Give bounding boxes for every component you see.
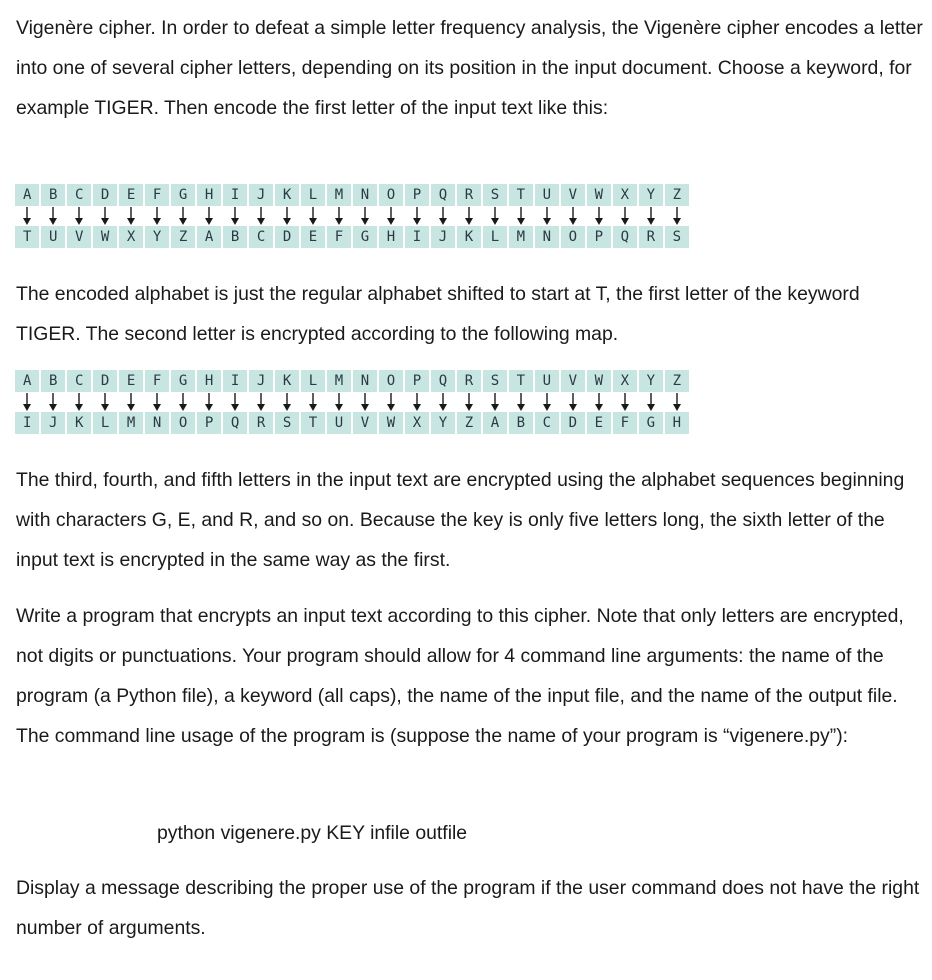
cipher-letter: A bbox=[483, 412, 507, 434]
plain-letter: N bbox=[353, 370, 377, 392]
cipher-letter: W bbox=[379, 412, 403, 434]
down-arrow-icon bbox=[535, 392, 559, 412]
down-arrow-icon bbox=[249, 206, 273, 226]
plain-letter: H bbox=[197, 370, 221, 392]
cipher-letter: G bbox=[639, 412, 663, 434]
plain-letter: G bbox=[171, 184, 195, 206]
down-arrow-icon bbox=[223, 206, 247, 226]
down-arrow-icon bbox=[119, 392, 143, 412]
cipher-alphabet-row bbox=[15, 412, 691, 434]
plain-letter: P bbox=[405, 184, 429, 206]
down-arrow-icon bbox=[15, 392, 39, 412]
cipher-letter: D bbox=[275, 226, 299, 248]
down-arrow-icon bbox=[379, 392, 403, 412]
plain-letter: I bbox=[223, 370, 247, 392]
down-arrow-icon bbox=[275, 392, 299, 412]
cipher-letter: L bbox=[483, 226, 507, 248]
down-arrow-icon bbox=[93, 392, 117, 412]
plain-letter: A bbox=[15, 370, 39, 392]
alphabet-map-t bbox=[15, 184, 691, 248]
plain-letter: J bbox=[249, 370, 273, 392]
cipher-letter: K bbox=[457, 226, 481, 248]
encoded-alphabet-paragraph: The encoded alphabet is just the regular alphabet shifted to start at T, the first letter of the keyword TIGER. The second letter is encrypted according to the following map. bbox=[16, 283, 860, 345]
cipher-letter: F bbox=[613, 412, 637, 434]
plain-letter: H bbox=[197, 184, 221, 206]
cipher-letter: O bbox=[561, 226, 585, 248]
error-message-paragraph: Display a message describing the proper use of the program if the user command does not have the right number of arguments. bbox=[16, 877, 920, 939]
cipher-letter: I bbox=[15, 412, 39, 434]
plain-letter: Z bbox=[665, 184, 689, 206]
cipher-letter: S bbox=[665, 226, 689, 248]
cipher-letter: B bbox=[223, 226, 247, 248]
cipher-letter: N bbox=[535, 226, 559, 248]
plain-letter: D bbox=[93, 184, 117, 206]
plain-letter: A bbox=[15, 184, 39, 206]
plain-letter: C bbox=[67, 370, 91, 392]
cipher-letter: H bbox=[379, 226, 403, 248]
down-arrow-icon bbox=[561, 392, 585, 412]
down-arrow-icon bbox=[639, 392, 663, 412]
plain-letter: B bbox=[41, 370, 65, 392]
plain-letter: K bbox=[275, 184, 299, 206]
alphabet-map-i bbox=[15, 370, 691, 434]
plain-letter: J bbox=[249, 184, 273, 206]
plain-letter: Q bbox=[431, 184, 455, 206]
cipher-letter: J bbox=[41, 412, 65, 434]
cipher-letter: W bbox=[93, 226, 117, 248]
cipher-letter: E bbox=[301, 226, 325, 248]
plain-letter: T bbox=[509, 370, 533, 392]
plain-letter: U bbox=[535, 370, 559, 392]
down-arrow-icon bbox=[327, 206, 351, 226]
plain-letter: F bbox=[145, 184, 169, 206]
cipher-letter: F bbox=[327, 226, 351, 248]
usage-command: python vigenere.py KEY infile outfile bbox=[157, 822, 468, 844]
plain-letter: V bbox=[561, 370, 585, 392]
plain-letter: L bbox=[301, 184, 325, 206]
cipher-letter: U bbox=[327, 412, 351, 434]
cipher-letter: I bbox=[405, 226, 429, 248]
down-arrow-icon bbox=[379, 206, 403, 226]
cipher-letter: M bbox=[119, 412, 143, 434]
plain-letter: T bbox=[509, 184, 533, 206]
down-arrow-icon bbox=[171, 206, 195, 226]
plain-letter: S bbox=[483, 184, 507, 206]
down-arrow-icon bbox=[561, 206, 585, 226]
plain-letter: I bbox=[223, 184, 247, 206]
cipher-letter: U bbox=[41, 226, 65, 248]
plain-letter: M bbox=[327, 370, 351, 392]
cipher-letter: R bbox=[639, 226, 663, 248]
plain-letter: K bbox=[275, 370, 299, 392]
plain-alphabet-row bbox=[15, 370, 691, 392]
plain-letter: S bbox=[483, 370, 507, 392]
plain-letter: L bbox=[301, 370, 325, 392]
down-arrow-icon bbox=[119, 206, 143, 226]
plain-letter: Y bbox=[639, 370, 663, 392]
down-arrow-icon bbox=[587, 206, 611, 226]
plain-letter: Z bbox=[665, 370, 689, 392]
down-arrow-icon bbox=[457, 206, 481, 226]
cipher-letter: E bbox=[587, 412, 611, 434]
down-arrow-icon bbox=[93, 206, 117, 226]
cipher-letter: S bbox=[275, 412, 299, 434]
cipher-letter: Y bbox=[145, 226, 169, 248]
down-arrow-icon bbox=[41, 206, 65, 226]
down-arrow-icon bbox=[145, 392, 169, 412]
down-arrow-icon bbox=[301, 392, 325, 412]
down-arrow-icon bbox=[145, 206, 169, 226]
plain-letter: P bbox=[405, 370, 429, 392]
cipher-letter: Z bbox=[457, 412, 481, 434]
cipher-letter: V bbox=[353, 412, 377, 434]
down-arrow-icon bbox=[223, 392, 247, 412]
plain-letter: V bbox=[561, 184, 585, 206]
down-arrow-icon bbox=[613, 392, 637, 412]
plain-letter: G bbox=[171, 370, 195, 392]
subsequent-letters-paragraph: The third, fourth, and fifth letters in the input text are encrypted using the alphabet sequences beginning with characters G, E, and R, and so on. Because the key is only five letters long, the sixth letter of the input text is encrypted in the same way as the first. bbox=[16, 469, 905, 571]
down-arrow-icon bbox=[275, 206, 299, 226]
cipher-letter: D bbox=[561, 412, 585, 434]
down-arrow-icon bbox=[249, 392, 273, 412]
cipher-letter: T bbox=[15, 226, 39, 248]
plain-letter: Q bbox=[431, 370, 455, 392]
plain-letter: X bbox=[613, 184, 637, 206]
cipher-letter: C bbox=[249, 226, 273, 248]
down-arrow-icon bbox=[483, 392, 507, 412]
down-arrow-icon bbox=[405, 392, 429, 412]
cipher-letter: O bbox=[171, 412, 195, 434]
arrow-row bbox=[15, 392, 691, 412]
plain-letter: W bbox=[587, 184, 611, 206]
intro-paragraph: Vigenère cipher. In order to defeat a simple letter frequency analysis, the Vigenère cipher encodes a letter into one of several cipher letters, depending on its position in the input document. Choose a keyword, for example TIGER. Then encode the first letter of the input text like this: bbox=[16, 17, 923, 119]
down-arrow-icon bbox=[15, 206, 39, 226]
down-arrow-icon bbox=[431, 392, 455, 412]
cipher-letter: G bbox=[353, 226, 377, 248]
cipher-letter: N bbox=[145, 412, 169, 434]
plain-letter: M bbox=[327, 184, 351, 206]
cipher-letter: P bbox=[587, 226, 611, 248]
cipher-letter: M bbox=[509, 226, 533, 248]
cipher-letter: Q bbox=[613, 226, 637, 248]
down-arrow-icon bbox=[327, 392, 351, 412]
down-arrow-icon bbox=[171, 392, 195, 412]
down-arrow-icon bbox=[67, 206, 91, 226]
assignment-paragraph: Write a program that encrypts an input text according to this cipher. Note that only letters are encrypted, not digits or punctuations. Your program should allow for 4 command line arguments: the name of the program (a Python file), a keyword (all caps), the name of the input file, and the name of the output file. The command line usage of the program is (suppose the name of your program is “vigenere.py”): bbox=[16, 605, 904, 747]
plain-letter: R bbox=[457, 184, 481, 206]
down-arrow-icon bbox=[41, 392, 65, 412]
plain-letter: U bbox=[535, 184, 559, 206]
cipher-letter: X bbox=[119, 226, 143, 248]
down-arrow-icon bbox=[587, 392, 611, 412]
cipher-letter: Z bbox=[171, 226, 195, 248]
down-arrow-icon bbox=[639, 206, 663, 226]
down-arrow-icon bbox=[431, 206, 455, 226]
down-arrow-icon bbox=[67, 392, 91, 412]
cipher-letter: Y bbox=[431, 412, 455, 434]
down-arrow-icon bbox=[197, 392, 221, 412]
cipher-alphabet-row bbox=[15, 226, 691, 248]
cipher-letter: K bbox=[67, 412, 91, 434]
down-arrow-icon bbox=[301, 206, 325, 226]
down-arrow-icon bbox=[665, 392, 689, 412]
plain-letter: E bbox=[119, 370, 143, 392]
plain-letter: W bbox=[587, 370, 611, 392]
plain-letter: R bbox=[457, 370, 481, 392]
down-arrow-icon bbox=[483, 206, 507, 226]
plain-letter: B bbox=[41, 184, 65, 206]
plain-letter: Y bbox=[639, 184, 663, 206]
down-arrow-icon bbox=[509, 206, 533, 226]
cipher-letter: J bbox=[431, 226, 455, 248]
cipher-letter: X bbox=[405, 412, 429, 434]
cipher-letter: Q bbox=[223, 412, 247, 434]
cipher-letter: L bbox=[93, 412, 117, 434]
down-arrow-icon bbox=[405, 206, 429, 226]
arrow-row bbox=[15, 206, 691, 226]
down-arrow-icon bbox=[197, 206, 221, 226]
plain-letter: C bbox=[67, 184, 91, 206]
cipher-letter: V bbox=[67, 226, 91, 248]
plain-letter: F bbox=[145, 370, 169, 392]
down-arrow-icon bbox=[457, 392, 481, 412]
cipher-letter: P bbox=[197, 412, 221, 434]
plain-alphabet-row bbox=[15, 184, 691, 206]
down-arrow-icon bbox=[353, 206, 377, 226]
cipher-letter: A bbox=[197, 226, 221, 248]
cipher-letter: B bbox=[509, 412, 533, 434]
cipher-letter: C bbox=[535, 412, 559, 434]
down-arrow-icon bbox=[665, 206, 689, 226]
plain-letter: N bbox=[353, 184, 377, 206]
down-arrow-icon bbox=[613, 206, 637, 226]
down-arrow-icon bbox=[535, 206, 559, 226]
cipher-letter: R bbox=[249, 412, 273, 434]
plain-letter: E bbox=[119, 184, 143, 206]
plain-letter: D bbox=[93, 370, 117, 392]
cipher-letter: H bbox=[665, 412, 689, 434]
down-arrow-icon bbox=[353, 392, 377, 412]
plain-letter: O bbox=[379, 184, 403, 206]
cipher-letter: T bbox=[301, 412, 325, 434]
down-arrow-icon bbox=[509, 392, 533, 412]
plain-letter: O bbox=[379, 370, 403, 392]
plain-letter: X bbox=[613, 370, 637, 392]
